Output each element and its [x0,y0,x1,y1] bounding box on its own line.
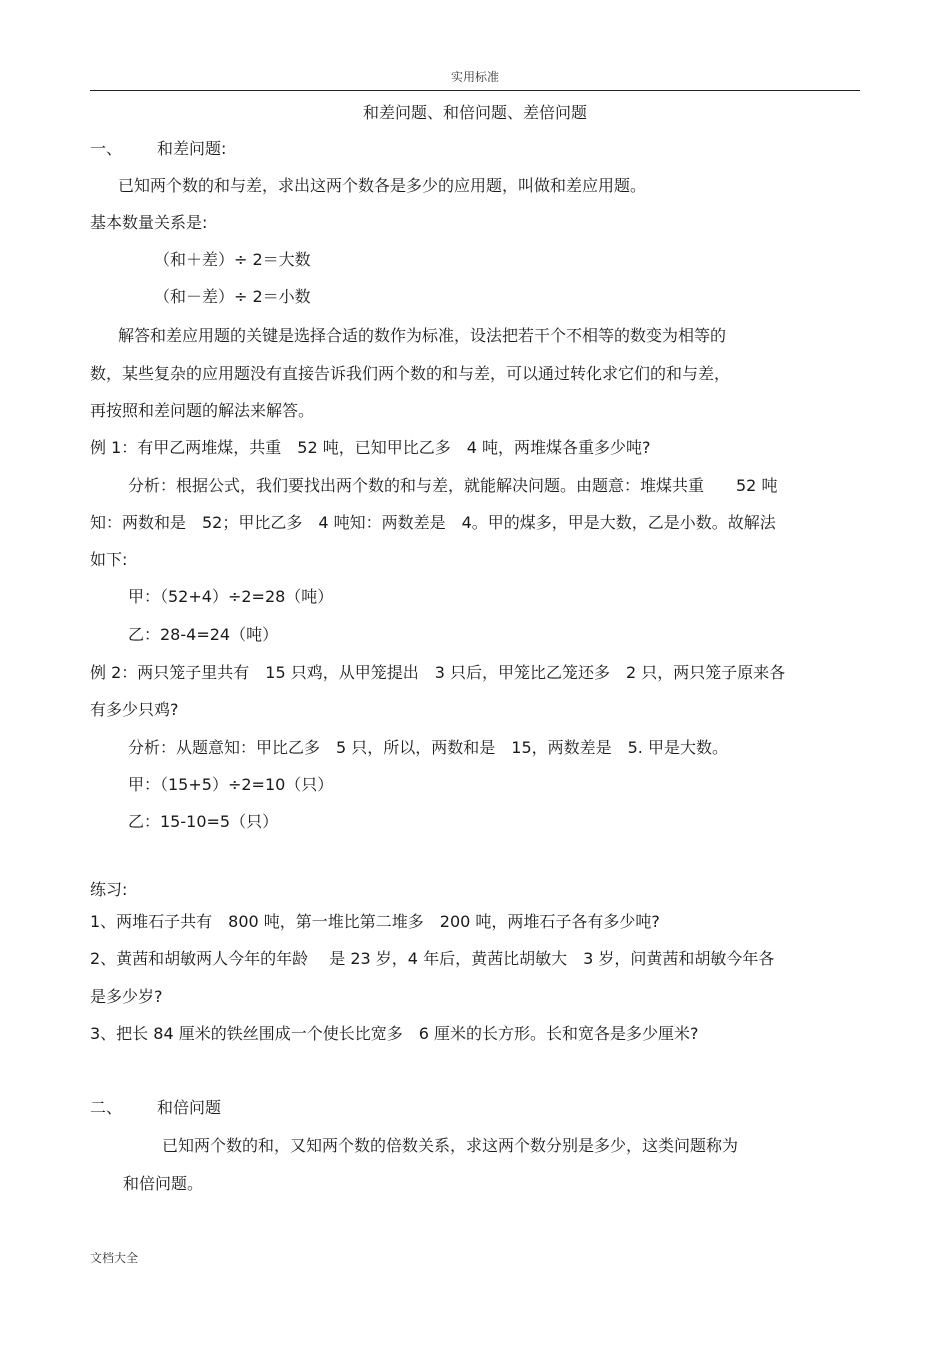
example2-question-line-2: 有多少只鸡? [90,700,179,719]
example1-question: 例 1：有甲乙两堆煤，共重 52 吨，已知甲比乙多 4 吨，两堆煤各重多少吨? [90,438,651,457]
section1-heading: 和差问题: [157,139,227,158]
practice-item-2-line-2: 是多少岁? [90,987,163,1006]
practice-item-2-line-1: 2、黄茜和胡敏两人今年的年龄 是 23 岁，4 年后，黄茜比胡敏大 3 岁，问黄茜和胡敏今年各 [90,949,775,968]
running-footer: 文档大全 [90,1251,139,1265]
example1-analysis-line-3: 如下: [90,550,128,569]
example2-question-line-1: 例 2：两只笼子里共有 15 只鸡，从甲笼提出 3 只后，甲笼比乙笼还多 2 只，两只笼子原来各 [90,663,786,682]
practice-item-1: 1、两堆石子共有 800 吨，第一堆比第二堆多 200 吨，两堆石子各有多少吨? [90,912,660,931]
section2-number: 二、 [90,1098,123,1117]
relations-label: 基本数量关系是: [90,213,208,232]
example1-analysis-line-2: 知：两数和是 52；甲比乙多 4 吨知：两数差是 4。甲的煤多，甲是大数，乙是小数。故解法 [90,513,776,532]
running-header: 实用标准 [450,70,499,84]
example1-analysis-line-1: 分析：根据公式，我们要找出两个数的和与差，就能解决问题。由题意：堆煤共重 52 吨 [128,476,778,495]
example1-answer-a: 甲：（52+4）÷2=28（吨） [128,587,334,606]
section2-heading: 和倍问题 [157,1098,222,1117]
example2-analysis: 分析：从题意知：甲比乙多 5 只，所以，两数和是 15，两数差是 5. 甲是大数。 [128,738,728,757]
example2-answer-b: 乙：15-10=5（只） [128,812,279,831]
section2-definition-line-2: 和倍问题。 [123,1174,204,1193]
key-paragraph-line-1: 解答和差应用题的关键是选择合适的数作为标准，设法把若干个不相等的数变为相等的 [118,326,727,345]
key-paragraph-line-3: 再按照和差问题的解法来解答。 [90,401,315,420]
practice-label: 练习: [90,880,128,899]
document-title: 和差问题、和倍问题、差倍问题 [362,103,587,122]
section1-number: 一、 [90,139,123,158]
header-rule [90,90,860,91]
formula-large-number: （和＋差）÷ 2＝大数 [154,250,311,269]
key-paragraph-line-2: 数，某些复杂的应用题没有直接告诉我们两个数的和与差，可以通过转化求它们的和与差， [90,364,731,383]
example1-answer-b: 乙：28-4=24（吨） [128,625,279,644]
practice-item-3: 3、把长 84 厘米的铁丝围成一个使长比宽多 6 厘米的长方形。长和宽各是多少厘米? [90,1024,699,1043]
formula-small-number: （和－差）÷ 2＝小数 [154,287,311,306]
section1-definition: 已知两个数的和与差，求出这两个数各是多少的应用题，叫做和差应用题。 [118,176,647,195]
section2-definition-line-1: 已知两个数的和，又知两个数的倍数关系，求这两个数分别是多少，这类问题称为 [162,1136,739,1155]
example2-answer-a: 甲：（15+5）÷2=10（只） [128,775,334,794]
